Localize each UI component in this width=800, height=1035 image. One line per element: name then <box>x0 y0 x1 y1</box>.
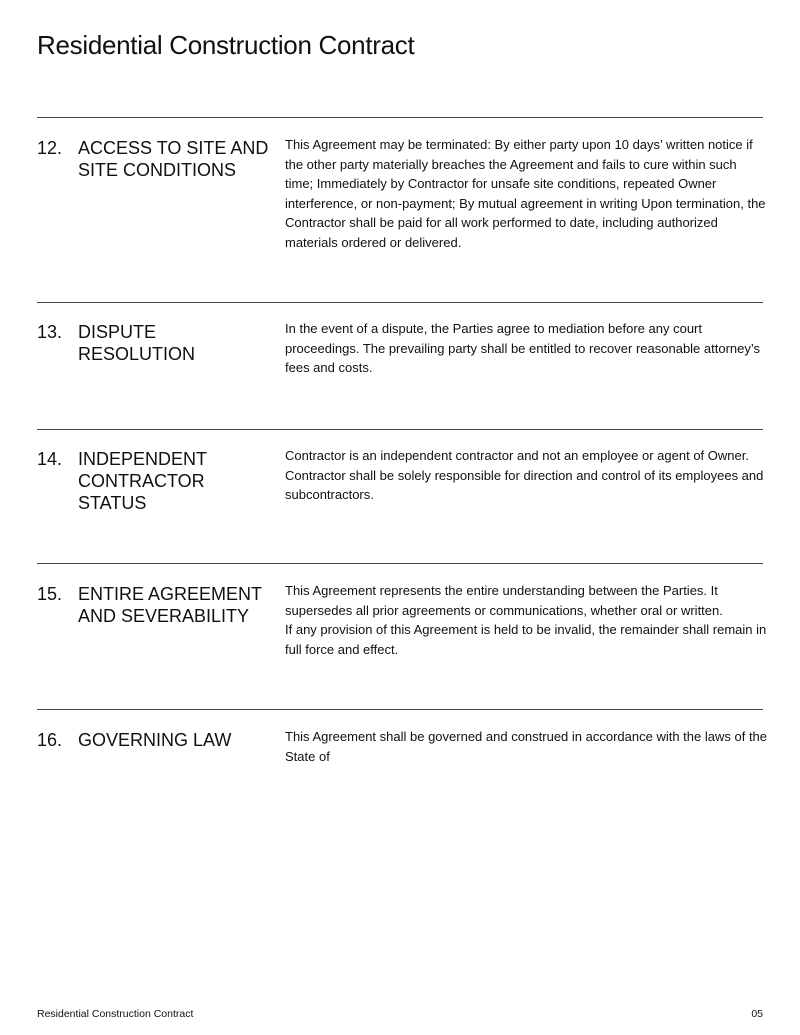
footer-title: Residential Construction Contract <box>37 1008 194 1020</box>
paragraph: In the event of a dispute, the Parties agree to mediation before any court proceedings. The prevailing party shall be entitled to recover reasonable attorney’s fees and costs. <box>285 321 761 376</box>
divider <box>37 563 763 564</box>
section-number: 12. <box>37 138 63 158</box>
section-body <box>285 727 767 766</box>
section-body <box>285 319 767 378</box>
section-heading: DISPUTE RESOLUTION <box>78 322 196 364</box>
section-heading: ACCESS TO SITE AND SITE CONDITIONS <box>78 138 269 180</box>
paragraph: This Agreement shall be governed and construed in accordance with the laws of the State of <box>285 729 768 764</box>
divider <box>37 302 763 303</box>
page-number: 05 <box>751 1008 763 1020</box>
section-number: 15. <box>37 584 63 604</box>
section-body <box>285 446 767 505</box>
page-title: Residential Construction Contract <box>37 30 415 60</box>
paragraph: If any provision of this Agreement is held to be invalid, the remainder shall remain in full force and effect. <box>285 622 767 657</box>
divider <box>37 709 763 710</box>
paragraph: This Agreement represents the entire understanding between the Parties. It supersedes all prior agreements or communications, whether oral or written. <box>285 583 723 618</box>
section-body <box>285 581 767 659</box>
section-heading: GOVERNING LAW <box>78 730 232 750</box>
section-number: 14. <box>37 449 63 469</box>
section-body <box>285 135 767 253</box>
divider <box>37 117 763 118</box>
section-heading: INDEPENDENT CONTRACTOR STATUS <box>78 449 207 513</box>
divider <box>37 429 763 430</box>
section-number: 16. <box>37 730 63 750</box>
paragraph: This Agreement may be terminated: By either party upon 10 days’ written notice if the other party materially breaches the Agreement and fails to cure within such time; Immediately by Contractor for unsafe site conditions, repeated Owner interference, or non-payment; By mutual agreement in writing Upon termination, the Contractor shall be paid for all work performed to date, including authorized materials ordered or delivered. <box>285 137 766 250</box>
section-heading: ENTIRE AGREEMENT AND SEVERABILITY <box>78 584 262 626</box>
section-number: 13. <box>37 322 63 342</box>
paragraph: Contractor is an independent contractor and not an employee or agent of Owner. Contractor shall be solely responsible for direction and control of its employees and subcontractors. <box>285 448 764 503</box>
